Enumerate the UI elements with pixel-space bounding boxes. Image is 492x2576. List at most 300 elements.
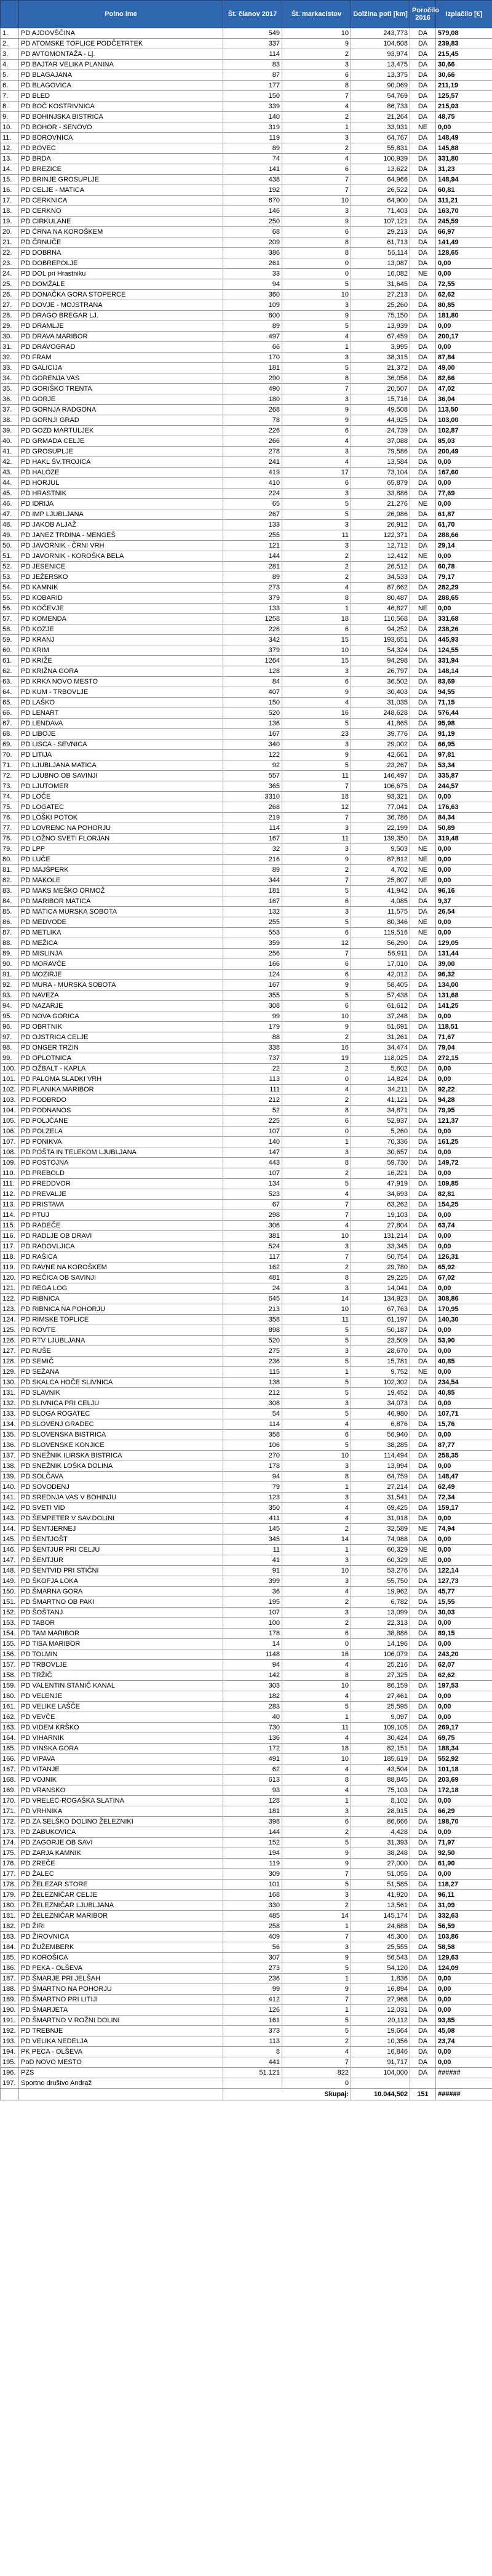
row-points: 73,104 (351, 468, 410, 478)
row-marks: 6 (282, 478, 351, 488)
table-row (1, 185, 492, 196)
row-index: 98. (1, 1043, 19, 1053)
row-marks: 2 (282, 1524, 351, 1534)
table-row (1, 1702, 492, 1712)
row-points: 90,069 (351, 81, 410, 91)
row-marks: 4 (282, 1765, 351, 1775)
row-points: 13,994 (351, 1461, 410, 1472)
row-points: 19,962 (351, 1587, 410, 1597)
row-name: PD MAKS MEŠKO ORMOŽ (19, 886, 223, 896)
table-row (1, 1336, 492, 1346)
row-marks: 3 (282, 823, 351, 834)
row-marks: 3 (282, 1147, 351, 1158)
table-row (1, 729, 492, 740)
row-members: 319 (223, 122, 282, 133)
row-index: 119. (1, 1262, 19, 1273)
row-name: PD PODNANOS (19, 1106, 223, 1116)
row-index: 75. (1, 802, 19, 813)
row-report: DA (410, 468, 436, 478)
row-members: 150 (223, 698, 282, 708)
table-row (1, 2026, 492, 2036)
row-name: PD ZARJA KAMNIK (19, 1848, 223, 1859)
row-payout: 239,83 (436, 39, 492, 49)
row-name: PD VRELEC-ROGAŠKA SLATINA (19, 1796, 223, 1806)
row-points: 29,002 (351, 740, 410, 750)
row-marks: 3 (282, 520, 351, 530)
row-name: PD DOBRNA (19, 248, 223, 258)
row-index: 174. (1, 1838, 19, 1848)
row-name: PD ŠENTJERNEJ (19, 1524, 223, 1534)
row-name: PD REČICA OB SAVINJI (19, 1273, 223, 1283)
row-points: 64,759 (351, 1472, 410, 1482)
row-index: 133. (1, 1409, 19, 1419)
row-marks: 8 (282, 248, 351, 258)
row-index: 165. (1, 1744, 19, 1754)
row-members: 490 (223, 384, 282, 394)
row-index: 78. (1, 834, 19, 844)
row-payout: 118,27 (436, 1880, 492, 1890)
row-payout: 308,86 (436, 1294, 492, 1304)
row-points: 54,769 (351, 91, 410, 102)
row-payout: 96,11 (436, 1890, 492, 1900)
row-members: 278 (223, 447, 282, 457)
row-points: 87,662 (351, 583, 410, 593)
row-report: NE (410, 1367, 436, 1378)
row-marks: 2 (282, 1900, 351, 1911)
row-index: 150. (1, 1587, 19, 1597)
row-members: 350 (223, 1503, 282, 1513)
table-row (1, 1754, 492, 1765)
row-points: 60,329 (351, 1555, 410, 1566)
table-row (1, 677, 492, 687)
row-name: PD PLANIKA MARIBOR (19, 1085, 223, 1095)
row-name: PD DONAČKA GORA STOPERCE (19, 290, 223, 300)
row-payout: 122,14 (436, 1566, 492, 1576)
row-name: PD ZAGORJE OB SAVI (19, 1838, 223, 1848)
row-name: PD HORJUL (19, 478, 223, 488)
row-name: PD ATOMSKE TOPLICE PODČETRTEK (19, 39, 223, 49)
row-payout: 0,00 (436, 258, 492, 269)
row-members: 107 (223, 1168, 282, 1179)
table-row (1, 1482, 492, 1493)
row-report: DA (410, 1409, 436, 1419)
row-members: 66 (223, 342, 282, 353)
table-row (1, 332, 492, 342)
row-name: PD ŽELEZNIČAR CELJE (19, 1890, 223, 1900)
row-members: 407 (223, 687, 282, 698)
row-payout: 83,69 (436, 677, 492, 687)
row-payout: 0,00 (436, 1231, 492, 1242)
table-row (1, 311, 492, 321)
row-index: 187. (1, 1974, 19, 1984)
row-name: PD BREZICE (19, 164, 223, 175)
row-name: PD ŠKOFJA LOKA (19, 1576, 223, 1587)
table-row (1, 1221, 492, 1231)
row-payout: 288,65 (436, 593, 492, 604)
table-row (1, 457, 492, 468)
row-marks: 5 (282, 1336, 351, 1346)
row-marks: 2 (282, 1827, 351, 1838)
row-marks: 8 (282, 1775, 351, 1785)
row-name: PD ŠMARTNO OB PAKI (19, 1597, 223, 1608)
row-points: 50,754 (351, 1252, 410, 1262)
table-row (1, 1618, 492, 1629)
table-row (1, 2005, 492, 2016)
row-payout: 552,92 (436, 1754, 492, 1765)
row-report: DA (410, 1147, 436, 1158)
row-marks: 6 (282, 1817, 351, 1827)
row-points: 22,313 (351, 1618, 410, 1629)
row-points: 34,693 (351, 1189, 410, 1200)
table-row (1, 1942, 492, 1953)
row-members: 255 (223, 917, 282, 928)
row-name: PD KOČEVJE (19, 604, 223, 614)
row-name: PD IMP LJUBLJANA (19, 509, 223, 520)
row-payout: 48,75 (436, 112, 492, 122)
row-members: 281 (223, 562, 282, 572)
row-members: 520 (223, 1336, 282, 1346)
row-name: PD JESENICE (19, 562, 223, 572)
row-index: 106. (1, 1127, 19, 1137)
row-report: DA (410, 708, 436, 719)
table-row (1, 269, 492, 279)
row-members: 213 (223, 1304, 282, 1315)
table-row (1, 802, 492, 813)
row-payout: 79,04 (436, 1043, 492, 1053)
row-name: PD SNEŽNIK ILIRSKA BISTRICA (19, 1451, 223, 1461)
row-index: 173. (1, 1827, 19, 1838)
row-name: PD LOŠKI POTOK (19, 813, 223, 823)
row-payout: 40,85 (436, 1357, 492, 1367)
row-name: PD GORNJI GRAD (19, 415, 223, 426)
table-row (1, 1576, 492, 1587)
row-points: 34,474 (351, 1043, 410, 1053)
row-report: NE (410, 551, 436, 562)
row-name: PD VIDEM KRŠKO (19, 1723, 223, 1733)
table-row (1, 447, 492, 457)
row-name: PD KRIM (19, 645, 223, 656)
row-marks: 3 (282, 740, 351, 750)
row-points: 65,879 (351, 478, 410, 488)
table-row (1, 530, 492, 541)
table-row (1, 1723, 492, 1733)
table-row (1, 1775, 492, 1785)
row-payout: 94,55 (436, 687, 492, 698)
row-name: PD ŠEMPETER V SAV.DOLINI (19, 1513, 223, 1524)
row-points: 75,103 (351, 1785, 410, 1796)
row-name: PD MAKOLE (19, 875, 223, 886)
row-report: DA (410, 1513, 436, 1524)
row-report: DA (410, 49, 436, 60)
row-index: 72. (1, 771, 19, 781)
row-index: 115. (1, 1221, 19, 1231)
row-members: 360 (223, 290, 282, 300)
row-name: PD MAJŠPERK (19, 865, 223, 875)
row-report: DA (410, 1242, 436, 1252)
table-footer (1, 2089, 492, 2100)
row-report: DA (410, 666, 436, 677)
row-index: 80. (1, 855, 19, 865)
row-index: 108. (1, 1147, 19, 1158)
table-row (1, 645, 492, 656)
row-members: 737 (223, 1053, 282, 1064)
row-name: PD GORNJA RADGONA (19, 405, 223, 415)
row-payout: 0,00 (436, 1242, 492, 1252)
row-index: 9. (1, 112, 19, 122)
row-members: 419 (223, 468, 282, 478)
table-row (1, 896, 492, 907)
row-index: 181. (1, 1911, 19, 1921)
row-marks: 6 (282, 1430, 351, 1440)
row-members: 141 (223, 164, 282, 175)
row-index: 34. (1, 373, 19, 384)
row-name: PD POŠTA IN TELEKOM LJUBLJANA (19, 1147, 223, 1158)
row-points: 31,918 (351, 1513, 410, 1524)
row-name: PD LOGATEC (19, 802, 223, 813)
row-members: 355 (223, 991, 282, 1001)
row-index: 3. (1, 49, 19, 60)
row-name: PD JANEZ TRDINA - MENGEŠ (19, 530, 223, 541)
row-payout: 0,00 (436, 1011, 492, 1022)
row-marks: 16 (282, 1043, 351, 1053)
table-row (1, 1137, 492, 1147)
row-marks: 10 (282, 645, 351, 656)
row-name: PD ŠMARNA GORA (19, 1587, 223, 1597)
row-payout: 234,54 (436, 1378, 492, 1388)
row-payout: 0,00 (436, 1325, 492, 1336)
row-members: 83 (223, 60, 282, 70)
row-marks: 3 (282, 1398, 351, 1409)
row-members: 51.121 (223, 2068, 282, 2078)
row-marks: 1 (282, 342, 351, 353)
row-payout: 269,17 (436, 1723, 492, 1733)
row-members: 119 (223, 133, 282, 143)
row-report: DA (410, 1388, 436, 1398)
row-index: 107. (1, 1137, 19, 1147)
row-points: 94,252 (351, 624, 410, 635)
row-report: DA (410, 572, 436, 583)
row-payout: 0,00 (436, 499, 492, 509)
row-payout: 161,25 (436, 1137, 492, 1147)
row-members: 182 (223, 1691, 282, 1702)
row-members: 134 (223, 1179, 282, 1189)
row-index: 92. (1, 980, 19, 991)
row-payout: 103,86 (436, 1932, 492, 1942)
table-row (1, 279, 492, 290)
row-points: 24,739 (351, 426, 410, 436)
row-name: PD LOŽNO SVETI FLORJAN (19, 834, 223, 844)
row-name: PD POSTOJNA (19, 1158, 223, 1168)
row-members: 273 (223, 583, 282, 593)
row-points: 12,412 (351, 551, 410, 562)
row-marks: 10 (282, 1304, 351, 1315)
row-marks: 822 (282, 2068, 351, 2078)
row-name: PD SKALCA HOČE SLIVNICA (19, 1378, 223, 1388)
row-points: 13,099 (351, 1608, 410, 1618)
row-marks: 7 (282, 813, 351, 823)
row-marks: 2 (282, 572, 351, 583)
table-row (1, 1252, 492, 1262)
row-payout: 62,49 (436, 1482, 492, 1493)
row-report: DA (410, 1587, 436, 1597)
row-members: 268 (223, 405, 282, 415)
row-points: 50,187 (351, 1325, 410, 1336)
row-points: 46,980 (351, 1409, 410, 1419)
row-points: 16,221 (351, 1168, 410, 1179)
row-points: 9,097 (351, 1712, 410, 1723)
row-points: 114,494 (351, 1451, 410, 1461)
row-name: PD SLIVNICA PRI CELJU (19, 1398, 223, 1409)
row-points: 14,041 (351, 1283, 410, 1294)
row-points: 243,773 (351, 28, 410, 39)
row-name: PD ŽALEC (19, 1869, 223, 1880)
row-payout: 0,00 (436, 1430, 492, 1440)
row-points: 134,923 (351, 1294, 410, 1304)
row-payout: 141,25 (436, 1001, 492, 1011)
row-report: DA (410, 1534, 436, 1545)
row-index: 120. (1, 1273, 19, 1283)
row-points: 14,824 (351, 1074, 410, 1085)
row-marks: 6 (282, 1116, 351, 1127)
row-members: 443 (223, 1158, 282, 1168)
row-points: 15,716 (351, 394, 410, 405)
row-points: 80,346 (351, 917, 410, 928)
row-members: 412 (223, 1995, 282, 2005)
row-points: 12,031 (351, 2005, 410, 2016)
table-row (1, 1597, 492, 1608)
row-payout: 0,00 (436, 1555, 492, 1566)
row-points: 27,000 (351, 1859, 410, 1869)
row-marks: 3 (282, 844, 351, 855)
row-payout: 45,77 (436, 1587, 492, 1597)
row-points: 56,940 (351, 1430, 410, 1440)
row-members: 379 (223, 645, 282, 656)
row-index: 30. (1, 332, 19, 342)
row-points: 41,865 (351, 719, 410, 729)
row-points: 56,114 (351, 248, 410, 258)
row-report: DA (410, 1597, 436, 1608)
row-marks: 3 (282, 666, 351, 677)
row-payout: 82,81 (436, 1189, 492, 1200)
row-points: 16,846 (351, 2047, 410, 2057)
table-row (1, 227, 492, 237)
row-name: PD VIHARNIK (19, 1733, 223, 1744)
row-report: DA (410, 1900, 436, 1911)
row-index: 6. (1, 81, 19, 91)
row-points: 26,986 (351, 509, 410, 520)
row-members: 14 (223, 1639, 282, 1649)
row-index: 23. (1, 258, 19, 269)
table-row (1, 1147, 492, 1158)
row-payout: 85,03 (436, 436, 492, 447)
row-name: PD VELIKA NEDELJA (19, 2036, 223, 2047)
row-name: PD LITIJA (19, 750, 223, 760)
row-points: 25,260 (351, 300, 410, 311)
row-name: PD OJSTRICA CELJE (19, 1032, 223, 1043)
row-payout: 87,77 (436, 1440, 492, 1451)
row-name: PD SLOVENSKE KONJICE (19, 1440, 223, 1451)
row-payout: 0,00 (436, 1346, 492, 1357)
row-report: DA (410, 1838, 436, 1848)
row-points: 69,425 (351, 1503, 410, 1513)
row-marks: 5 (282, 719, 351, 729)
row-marks: 3 (282, 353, 351, 363)
table-row (1, 823, 492, 834)
row-report: DA (410, 102, 436, 112)
row-payout: 0,00 (436, 855, 492, 865)
row-index: 68. (1, 729, 19, 740)
row-points: 86,159 (351, 1681, 410, 1691)
row-name: PD PODBRDO (19, 1095, 223, 1106)
table-row (1, 750, 492, 760)
row-report: NE (410, 875, 436, 886)
row-report: DA (410, 1890, 436, 1900)
table-row (1, 1116, 492, 1127)
row-payout: 238,26 (436, 624, 492, 635)
row-index: 155. (1, 1639, 19, 1649)
row-report: DA (410, 28, 436, 39)
row-index: 158. (1, 1670, 19, 1681)
row-members: 94 (223, 1660, 282, 1670)
row-payout: 145,88 (436, 143, 492, 154)
row-report: DA (410, 91, 436, 102)
row-report: DA (410, 426, 436, 436)
row-marks: 8 (282, 81, 351, 91)
row-name: PD RIBNICA NA POHORJU (19, 1304, 223, 1315)
row-payout: 579,08 (436, 28, 492, 39)
row-marks: 12 (282, 938, 351, 949)
row-payout: 0,00 (436, 1064, 492, 1074)
row-payout: 0,00 (436, 1074, 492, 1085)
row-marks: 6 (282, 426, 351, 436)
row-report: DA (410, 980, 436, 991)
table-row (1, 1022, 492, 1032)
row-points: 36,056 (351, 373, 410, 384)
table-row (1, 949, 492, 959)
table-row (1, 1158, 492, 1168)
row-members: 91 (223, 1566, 282, 1576)
row-name: PD SLOVENSKA BISTRICA (19, 1430, 223, 1440)
row-payout: 50,89 (436, 823, 492, 834)
row-members: 379 (223, 593, 282, 604)
row-marks: 9 (282, 1022, 351, 1032)
row-members: 146 (223, 206, 282, 217)
row-points: 56,911 (351, 949, 410, 959)
table-row (1, 1974, 492, 1984)
table-row (1, 258, 492, 269)
row-payout: 53,34 (436, 760, 492, 771)
row-report: DA (410, 802, 436, 813)
row-members: 144 (223, 551, 282, 562)
row-report: DA (410, 1974, 436, 1984)
row-report: DA (410, 1796, 436, 1806)
row-marks: 4 (282, 1587, 351, 1597)
row-payout: 124,09 (436, 1963, 492, 1974)
row-index: 96. (1, 1022, 19, 1032)
row-name: PD GORIŠKO TRENTA (19, 384, 223, 394)
row-payout: 188,34 (436, 1744, 492, 1754)
row-report: NE (410, 1545, 436, 1555)
row-index: 41. (1, 447, 19, 457)
row-payout: 30,66 (436, 60, 492, 70)
row-report: DA (410, 488, 436, 499)
row-marks: 4 (282, 1660, 351, 1670)
row-name: PD DRAVA MARIBOR (19, 332, 223, 342)
row-payout: 0,00 (436, 457, 492, 468)
row-marks: 14 (282, 1294, 351, 1304)
row-members: 345 (223, 1534, 282, 1545)
row-name: PD HALOZE (19, 468, 223, 478)
